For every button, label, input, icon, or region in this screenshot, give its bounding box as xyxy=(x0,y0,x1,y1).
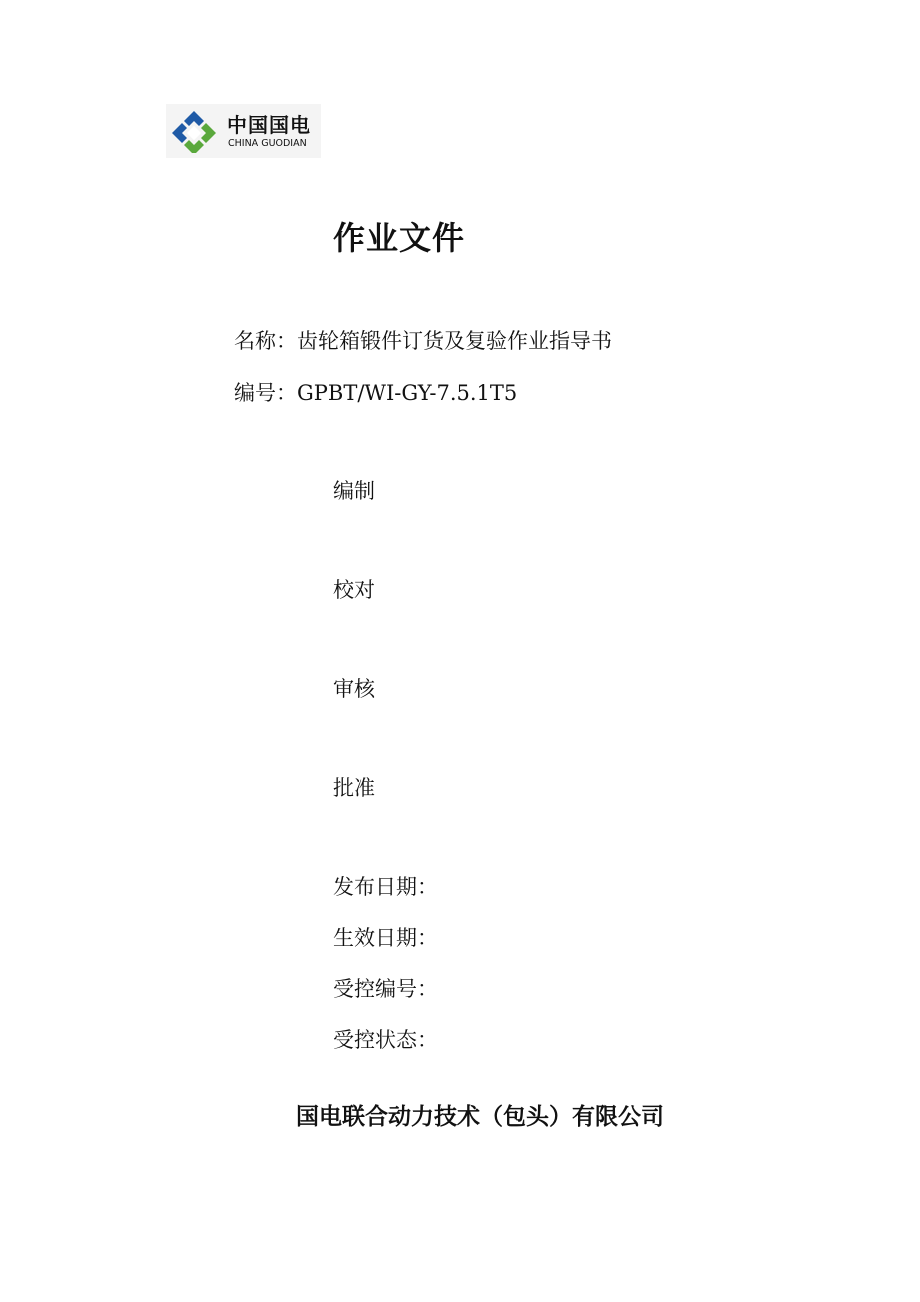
logo-name-en: CHINA GUODIAN xyxy=(228,138,307,149)
signoff-approved: 批准 xyxy=(333,776,375,800)
code-label: 编号： xyxy=(234,381,297,405)
document-title: 作业文件 xyxy=(333,219,466,257)
name-label: 名称： xyxy=(234,329,297,353)
control-status-field: 受控状态： xyxy=(333,1028,438,1052)
name-value: 齿轮箱锻件订货及复验作业指导书 xyxy=(297,329,612,353)
document-code-line xyxy=(234,379,517,407)
release-date-field: 发布日期： xyxy=(333,875,438,899)
company-name: 国电联合动力技术（包头）有限公司 xyxy=(296,1104,664,1130)
document-name-line xyxy=(234,327,612,355)
signoff-reviewed: 审核 xyxy=(333,677,375,701)
signoff-prepared: 编制 xyxy=(333,479,375,503)
code-value: GPBT/WI-GY-7.5.1T5 xyxy=(297,381,518,405)
signoff-checked: 校对 xyxy=(333,578,375,602)
effective-date-field: 生效日期： xyxy=(333,926,438,950)
logo-name-cn: 中国国电 xyxy=(227,113,311,137)
company-logo xyxy=(166,104,321,158)
control-number-field: 受控编号： xyxy=(333,977,438,1001)
guodian-logo-icon xyxy=(170,109,218,153)
